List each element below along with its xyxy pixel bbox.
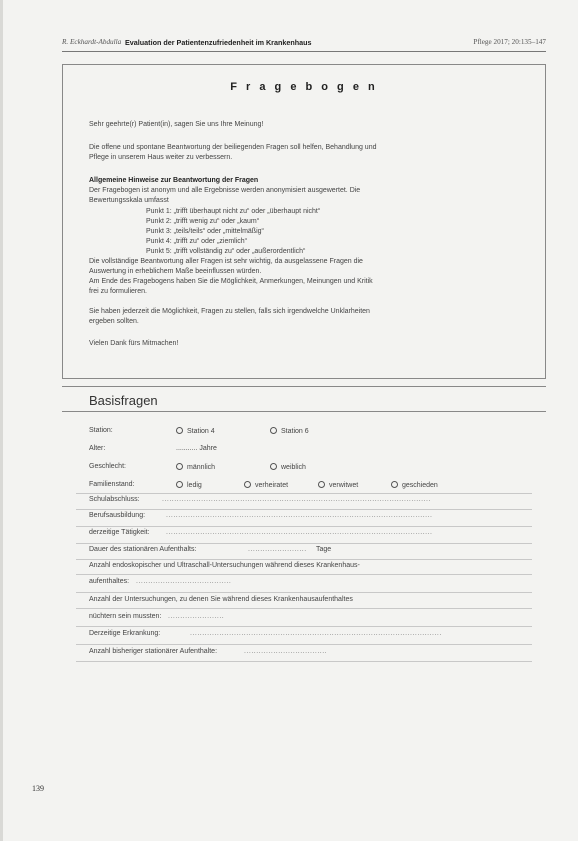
nuechtern-line-1: Anzahl der Untersuchungen, zu denen Sie während dieses Krankenhausaufenthaltes — [89, 596, 353, 603]
row-divider — [76, 626, 532, 627]
radio-circle-icon — [176, 463, 183, 470]
station-option-4[interactable]: Station 4 — [176, 427, 215, 435]
dauer-suffix: Tage — [316, 546, 332, 553]
hints-line-1: Der Fragebogen ist anonym und alle Ergebnisse werden anonymisiert ausgewertet. Die — [89, 187, 361, 194]
complete-line-2: Auswertung in erheblichem Maße beeinflussen würden. — [89, 268, 262, 275]
header-title: Evaluation der Patientenzufriedenheit im Krankenhaus — [125, 38, 312, 47]
section-rule-top — [62, 386, 546, 387]
radio-circle-icon — [176, 481, 183, 488]
section-rule-bottom — [62, 411, 546, 412]
radio-circle-icon — [391, 481, 398, 488]
page-number: 139 — [32, 784, 44, 793]
row-divider — [76, 644, 532, 645]
berufsausbildung-label: Berufsausbildung: — [89, 512, 146, 519]
dauer-field[interactable]: ........................ — [248, 546, 307, 553]
scale-point-1: Punkt 1: „trifft überhaupt nicht zu“ oder „überhaupt nicht“ — [146, 208, 321, 215]
familienstand-option-ledig[interactable]: ledig — [176, 481, 202, 489]
aufenthalte-label: Anzahl bisheriger stationärer Aufenthalte: — [89, 648, 218, 655]
section-heading: Basisfragen — [89, 393, 158, 408]
radio-circle-icon — [244, 481, 251, 488]
radio-circle-icon — [270, 463, 277, 470]
header-journal: Pflege 2017; 20:135–147 — [473, 38, 546, 46]
scale-point-5: Punkt 5: „trifft vollständig zu“ oder „außerordentlich“ — [146, 248, 306, 255]
geschlecht-label: Geschlecht: — [89, 463, 126, 470]
intro-line-1: Die offene und spontane Beantwortung der beiliegenden Fragen soll helfen, Behandlung und — [89, 144, 377, 151]
row-divider — [76, 559, 532, 560]
aufenthalte-field[interactable]: .................................. — [244, 648, 328, 655]
familienstand-label: Familienstand: — [89, 481, 135, 488]
greeting: Sehr geehrte(r) Patient(in), sagen Sie uns Ihre Meinung! — [89, 121, 264, 128]
scale-point-2: Punkt 2: „trifft wenig zu“ oder „kaum“ — [146, 218, 260, 225]
radio-circle-icon — [318, 481, 325, 488]
taetigkeit-field[interactable]: ............................................................................................................. — [166, 529, 433, 536]
geschlecht-option-weiblich[interactable]: weiblich — [270, 463, 306, 471]
hints-line-2: Bewertungsskala umfasst — [89, 197, 169, 204]
header-authors: R. Eckhardt-Abdulla — [62, 38, 122, 46]
page-edge-shadow — [0, 0, 3, 841]
running-header — [62, 38, 546, 50]
row-divider — [76, 509, 532, 510]
nuechtern-line-2: nüchtern sein mussten: — [89, 613, 162, 620]
alter-label: Alter: — [89, 445, 106, 452]
familienstand-option-verwitwet[interactable]: verwitwet — [318, 481, 358, 489]
familienstand-option-verheiratet[interactable]: verheiratet — [244, 481, 288, 489]
row-divider — [76, 493, 532, 494]
hints-heading: Allgemeine Hinweise zur Beantwortung der Fragen — [89, 177, 259, 184]
berufsausbildung-field[interactable]: ............................................................................................................. — [166, 512, 433, 519]
header-rule — [62, 51, 546, 52]
end-line-2: frei zu formulieren. — [89, 288, 147, 295]
taetigkeit-label: derzeitige Tätigkeit: — [89, 529, 150, 536]
alter-field[interactable]: ........... Jahre — [176, 445, 217, 452]
row-divider — [76, 661, 532, 662]
questionnaire-title: F r a g e b o g e n — [230, 81, 378, 93]
schulabschluss-label: Schulabschluss: — [89, 496, 140, 503]
scale-point-3: Punkt 3: „teils/teils“ oder „mittelmäßig“ — [146, 228, 264, 235]
endoskopie-line-2: aufenthaltes: — [89, 578, 130, 585]
ask-line-2: ergeben sollten. — [89, 318, 139, 325]
end-line-1: Am Ende des Fragebogens haben Sie die Möglichkeit, Anmerkungen, Meinungen und Kritik — [89, 278, 373, 285]
radio-circle-icon — [270, 427, 277, 434]
row-divider — [76, 543, 532, 544]
endoskopie-line-1: Anzahl endoskopischer und Ultraschall-Untersuchungen während dieses Krankenhaus- — [89, 562, 360, 569]
erkrankung-label: Derzeitige Erkrankung: — [89, 630, 161, 637]
station-label: Station: — [89, 427, 113, 434]
nuechtern-field[interactable]: ....................... — [168, 613, 225, 620]
endoskopie-field[interactable]: ....................................... — [136, 578, 232, 585]
scale-point-4: Punkt 4: „trifft zu“ oder „ziemlich“ — [146, 238, 248, 245]
radio-circle-icon — [176, 427, 183, 434]
complete-line-1: Die vollständige Beantwortung aller Fragen ist sehr wichtig, da ausgelassene Fragen die — [89, 258, 363, 265]
row-divider — [76, 592, 532, 593]
row-divider — [76, 608, 532, 609]
schulabschluss-field[interactable]: .............................................................................................................. — [162, 496, 431, 503]
row-divider — [76, 574, 532, 575]
row-divider — [76, 526, 532, 527]
intro-line-2: Pflege in unserem Haus weiter zu verbessern. — [89, 154, 233, 161]
thanks-line: Vielen Dank fürs Mitmachen! — [89, 340, 179, 347]
dauer-label: Dauer des stationären Aufenthalts: — [89, 546, 197, 553]
station-option-6[interactable]: Station 6 — [270, 427, 309, 435]
ask-line-1: Sie haben jederzeit die Möglichkeit, Fragen zu stellen, falls sich irgendwelche Unklarheiten — [89, 308, 370, 315]
questionnaire-box — [62, 64, 546, 379]
geschlecht-option-maennlich[interactable]: männlich — [176, 463, 215, 471]
erkrankung-field[interactable]: ....................................................................................................... — [190, 630, 442, 637]
familienstand-option-geschieden[interactable]: geschieden — [391, 481, 438, 489]
